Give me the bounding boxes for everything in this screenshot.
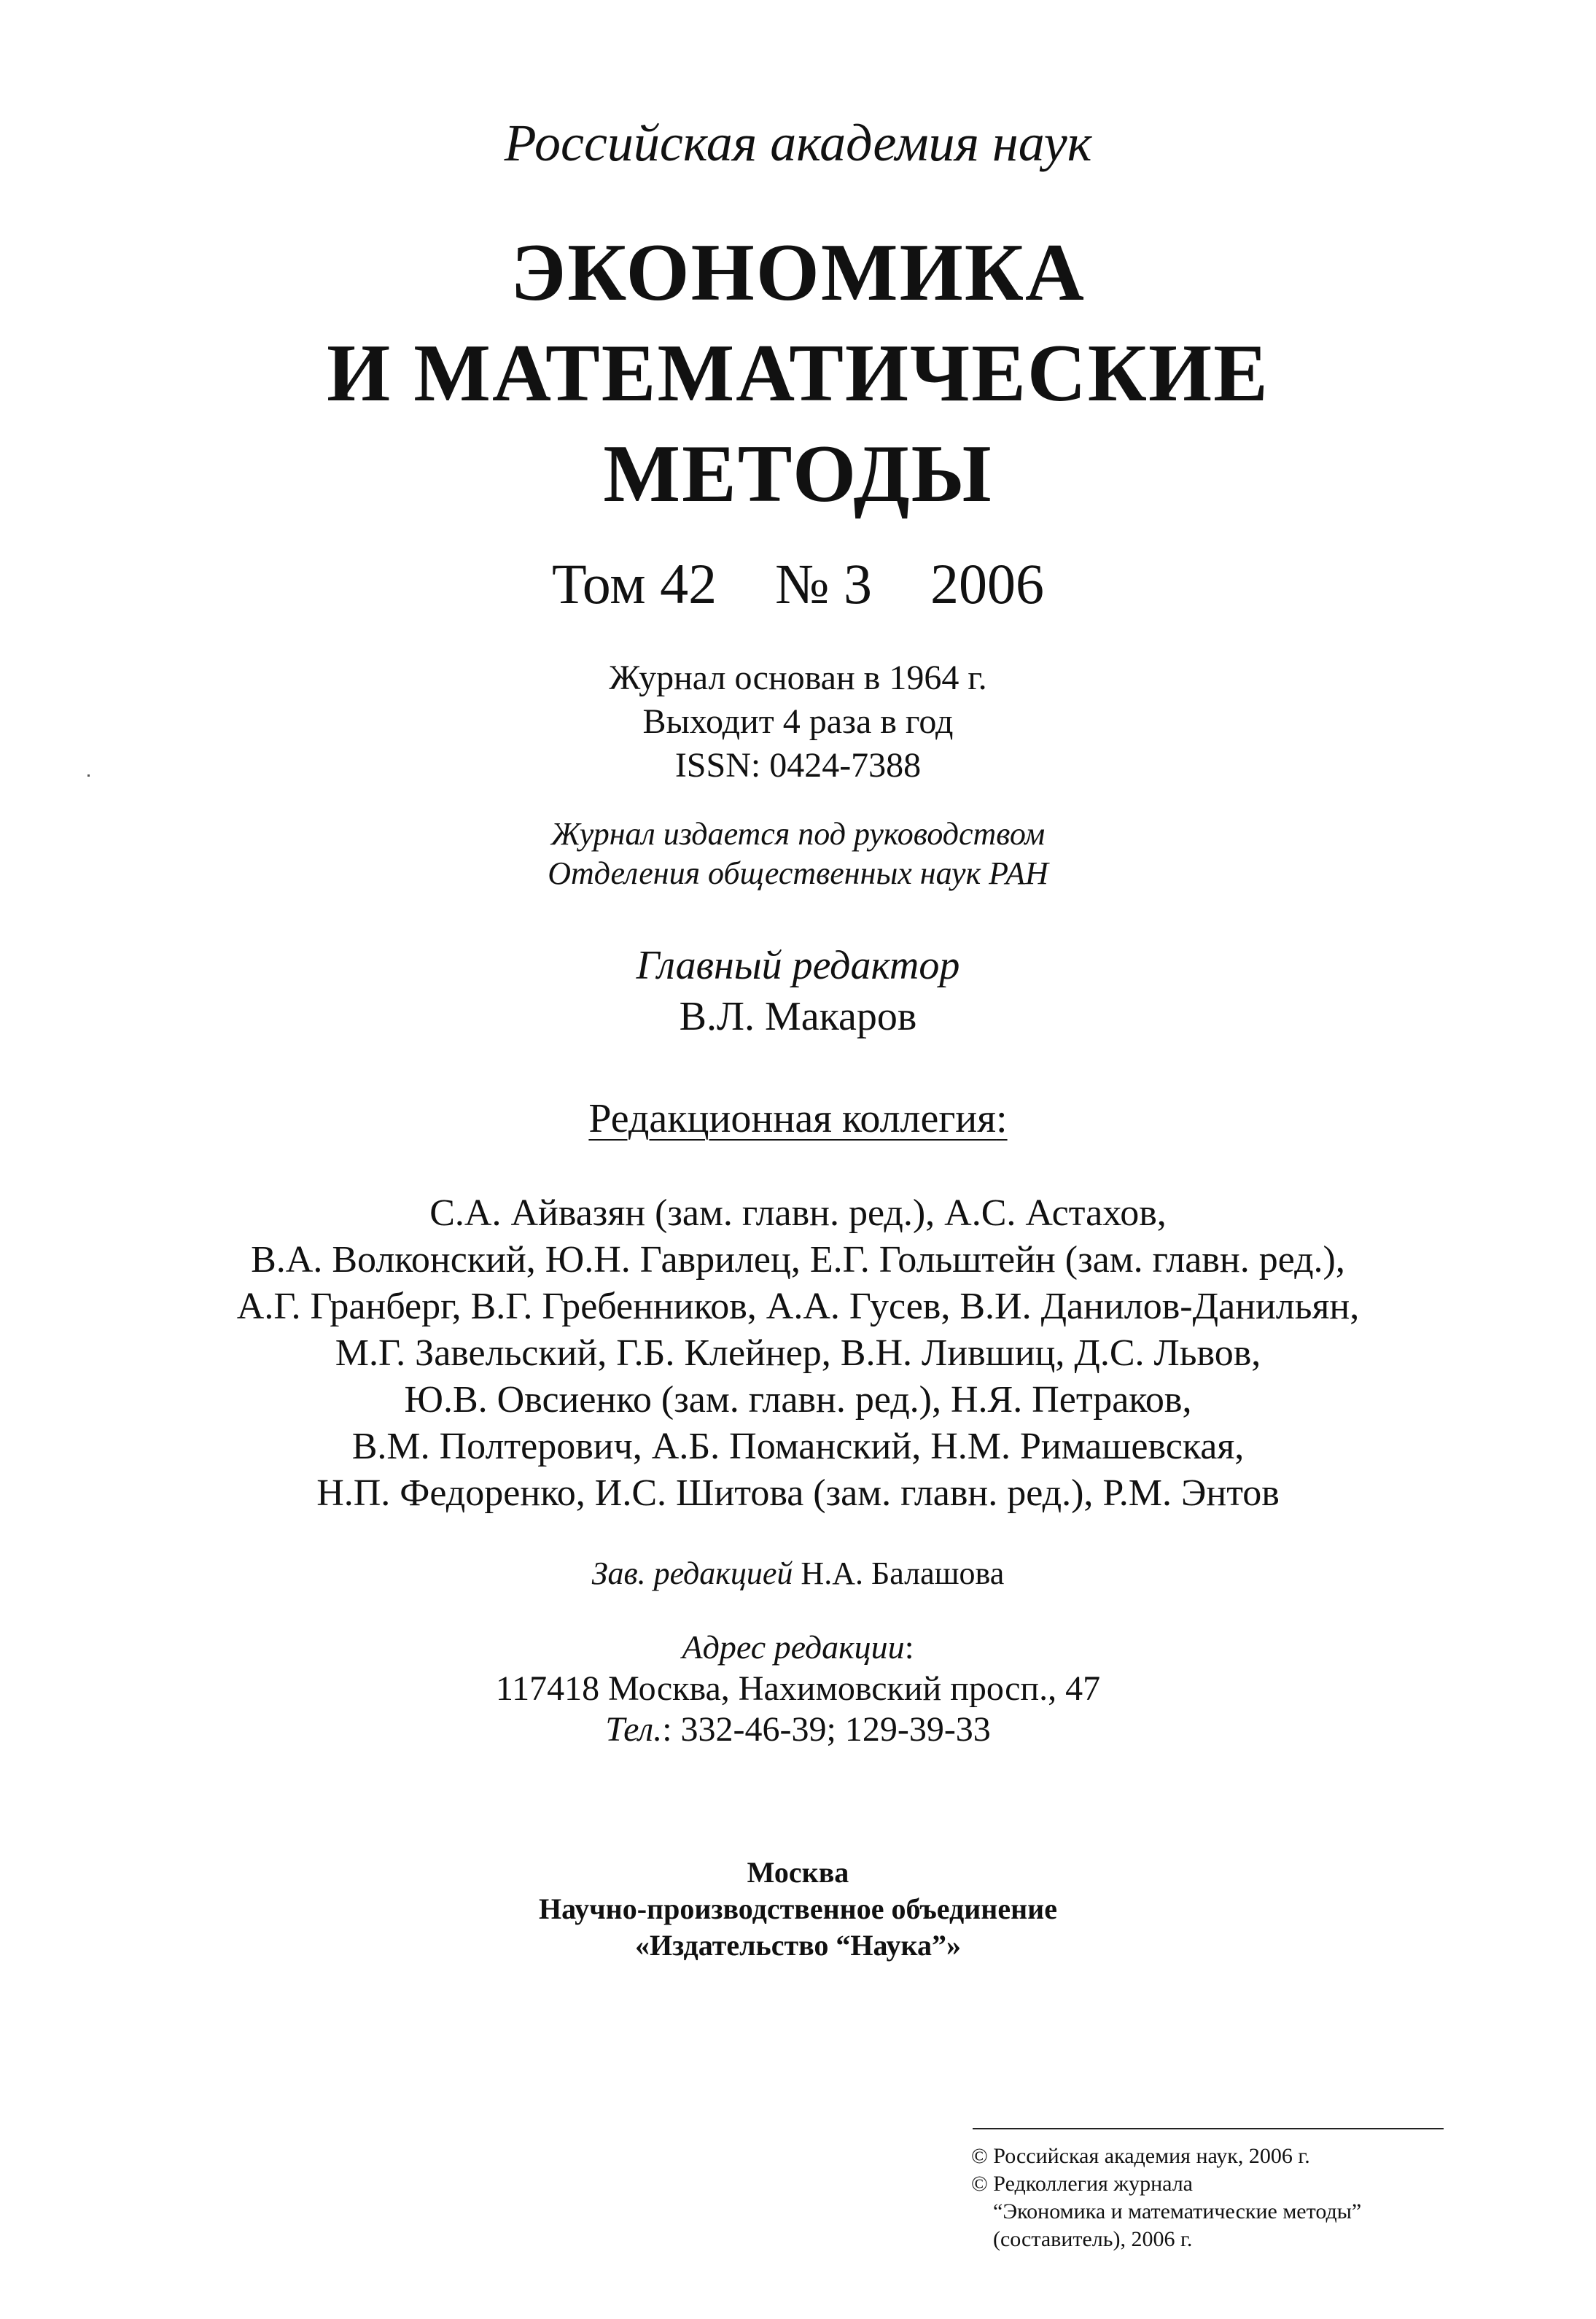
issue-number: № 3 — [775, 552, 873, 615]
copyright-line: “Экономика и математические методы” — [993, 2199, 1362, 2223]
journal-title-line-2: И МАТЕМАТИЧЕСКИЕ — [327, 328, 1269, 419]
managing-editor — [0, 1555, 1596, 1591]
phone-numbers: : 332-46-39; 129-39-33 — [662, 1710, 991, 1749]
managing-editor-label: Зав. редакцией — [591, 1555, 793, 1591]
board-members-line: М.Г. Завельский, Г.Б. Клейнер, В.Н. Лившиц, Д.С. Львов, — [335, 1332, 1261, 1374]
volume: Том 42 — [551, 552, 717, 615]
issue-line — [0, 552, 1596, 615]
frequency-text: Выходит 4 раза в год — [642, 702, 954, 741]
board-heading-colon: : — [996, 1096, 1008, 1141]
board-members-line: В.М. Полтерович, А.Б. Поманский, Н.М. Римашевская, — [351, 1426, 1245, 1467]
copyright-line: (составитель), 2006 г. — [993, 2227, 1193, 2251]
copyright-line: © Редколлегия журнала — [971, 2172, 1193, 2196]
issn-text: ISSN: 0424-7388 — [674, 746, 922, 785]
journal-title-line-3: МЕТОДЫ — [603, 429, 993, 519]
publisher-association: Научно-производственное объединение — [539, 1892, 1057, 1925]
board-heading-text: Редакционная коллегия — [588, 1096, 997, 1141]
journal-title-line-1: ЭКОНОМИКА — [510, 228, 1086, 318]
board-members-line: В.А. Волконский, Ю.Н. Гаврилец, Е.Г. Гольштейн (зам. главн. ред.), — [251, 1239, 1345, 1281]
academy-name: Российская академия наук — [504, 114, 1092, 172]
auspices-line-1: Журнал издается под руководством — [550, 816, 1046, 852]
publisher-name: «Издательство “Наука”» — [635, 1929, 961, 1962]
scan-speck — [87, 774, 90, 777]
address-label-text: Адрес редакции — [682, 1628, 905, 1666]
phone-label: Тел. — [605, 1710, 663, 1749]
managing-editor-name: Н.А. Балашова — [801, 1555, 1005, 1591]
chief-editor-label: Главный редактор — [636, 943, 960, 988]
phone-line — [0, 1712, 1596, 1747]
copyright-divider — [973, 2128, 1444, 2129]
board-members-line: Н.П. Федоренко, И.С. Шитова (зам. главн. ред.), Р.М. Энтов — [316, 1472, 1280, 1514]
copyright-line: © Российская академия наук, 2006 г. — [971, 2144, 1310, 2168]
publisher-city: Москва — [747, 1856, 849, 1889]
founded-text: Журнал основан в 1964 г. — [609, 659, 987, 697]
chief-editor-name: В.Л. Макаров — [679, 994, 917, 1039]
board-members-line: Ю.В. Овсиенко (зам. главн. ред.), Н.Я. Петраков, — [404, 1379, 1192, 1421]
auspices-line-2: Отделения общественных наук РАН — [548, 855, 1048, 891]
address-label — [0, 1628, 1596, 1666]
address-label-colon: : — [904, 1628, 914, 1666]
board-members-line: С.А. Айвазян (зам. главн. ред.), А.С. Астахов, — [429, 1192, 1167, 1234]
issue-year: 2006 — [930, 552, 1045, 615]
board-members-line: А.Г. Гранберг, В.Г. Гребенников, А.А. Гусев, В.И. Данилов-Данильян, — [236, 1286, 1360, 1327]
editorial-board-heading — [0, 1098, 1596, 1139]
address-line: 117418 Москва, Нахимовский просп., 47 — [495, 1669, 1101, 1708]
